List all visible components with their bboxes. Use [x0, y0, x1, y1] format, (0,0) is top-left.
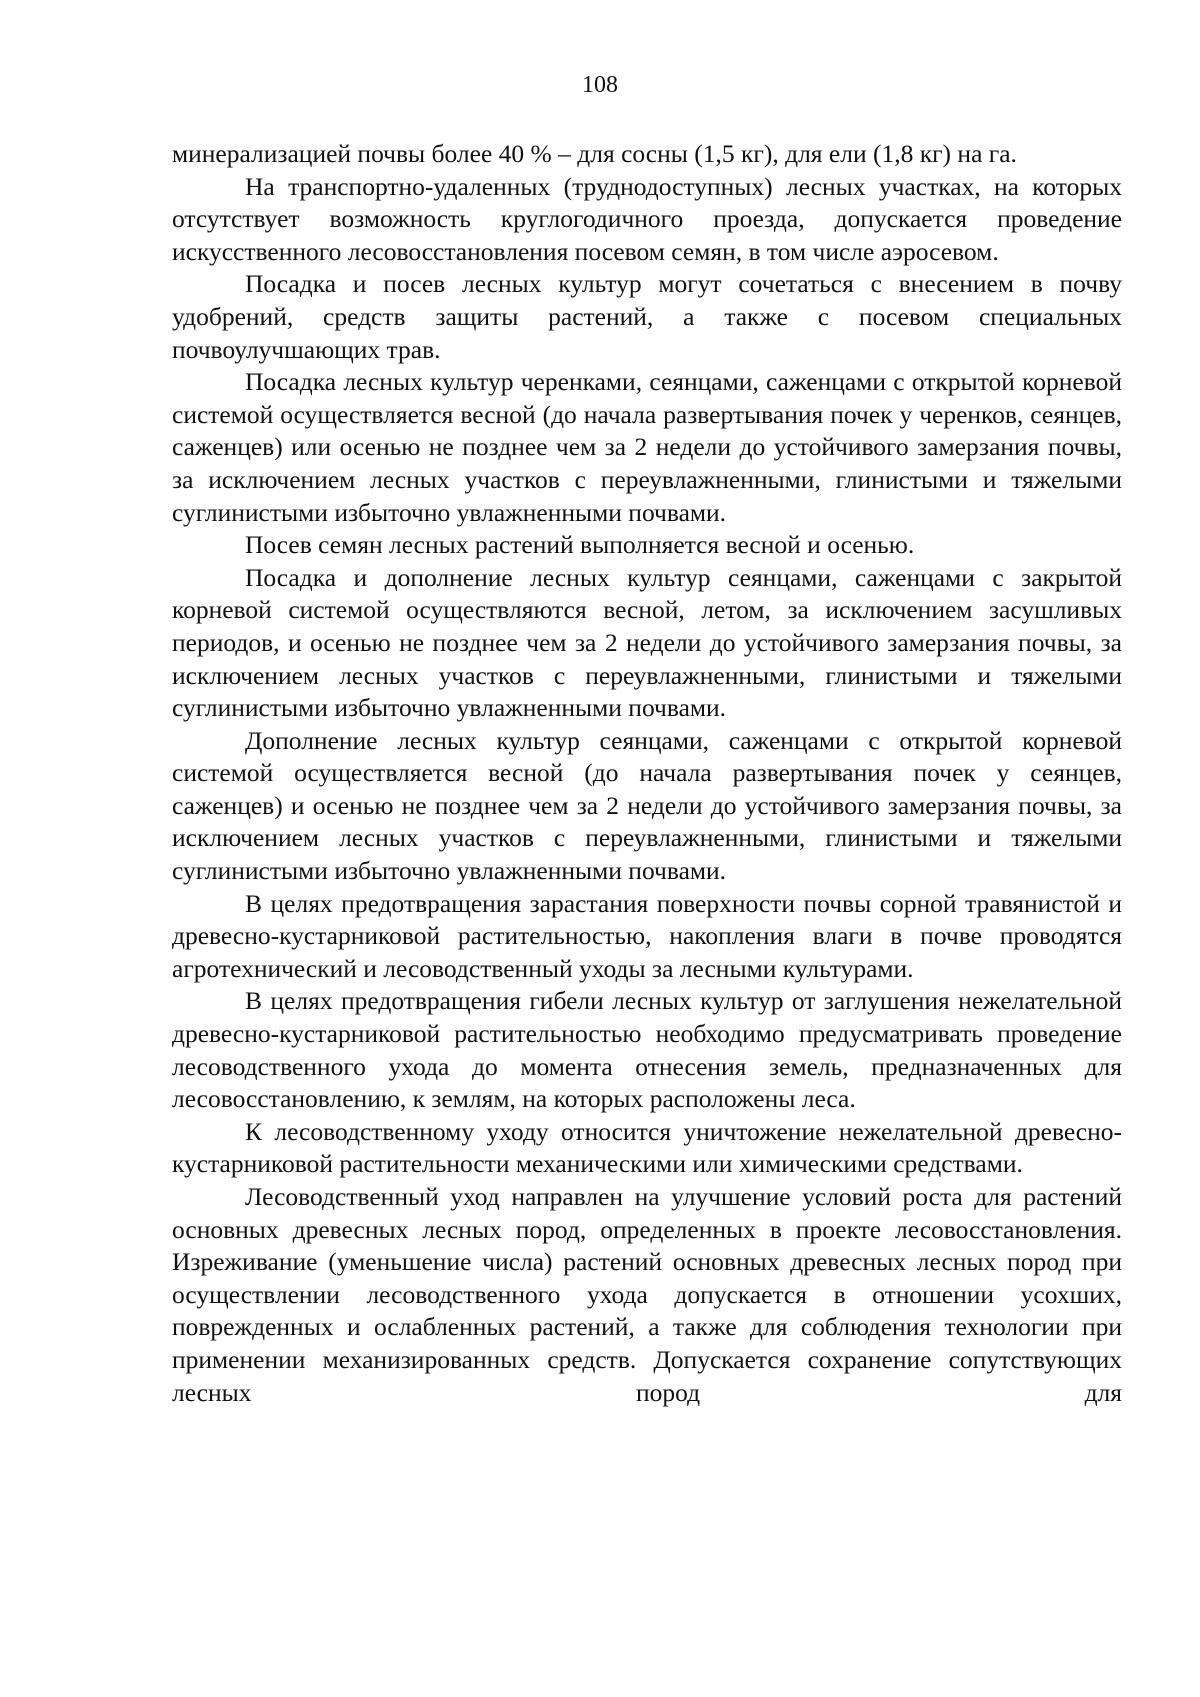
paragraph-remote-sites: На транспортно-удаленных (труднодоступных) лесных участках, на которых отсутствует возможность круглогодичного проезда, допускается проведение искусственного лесовосстановления посевом семян, в том числе аэросевом.: [172, 171, 1122, 266]
document-body: [172, 138, 1122, 1409]
paragraph-open-root-planting: Посадка лесных культур черенками, сеянцами, саженцами с открытой корневой системой осуществляется весной (до начала развертывания почек у черенков, сеянцев, саженцев) или осенью не позднее чем за 2 недели до устойчивого замерзания почвы, за исключением лесных участков с переувлажненными, глинистыми и тяжелыми суглинистыми избыточно увлажненными почвами.: [172, 367, 1122, 527]
paragraph-continuation: минерализацией почвы более 40 % – для сосны (1,5 кг), для ели (1,8 кг) на га.: [172, 139, 1017, 168]
paragraph-care-goals: Лесоводственный уход направлен на улучшение условий роста для растений основных древесных лесных пород, определенных в проекте лесовосстановления. Изреживание (уменьшение числа) растений основных древесных лесных пород при осуществлении лесоводственного ухода допускается в отношении усохших, поврежденных и ослабленных растений, а также для соблюдения технологии при применении механизированных средств. Допускается сохранение сопутствующих лесных пород для: [172, 1182, 1122, 1407]
paragraph-care-purpose: В целях предотвращения зарастания поверхности почвы сорной травянистой и древесно-кустарниковой растительностью, накопления влаги в почве проводятся агротехнический и лесоводственный уходы за лесными культурами.: [172, 888, 1122, 983]
page-number: 108: [582, 72, 618, 98]
paragraph-fertilizers: Посадка и посев лесных культур могут сочетаться с внесением в почву удобрений, средств защиты растений, а также с посевом специальных почвоулучшающих трав.: [172, 269, 1122, 364]
paragraph-open-root-supplement: Дополнение лесных культур сеянцами, саженцами с открытой корневой системой осуществляется весной (до начала развертывания почек у сеянцев, саженцев) и осенью не позднее чем за 2 недели до устойчивого замерзания почвы, за исключением лесных участков с переувлажненными, глинистыми и тяжелыми суглинистыми избыточно увлажненными почвами.: [172, 725, 1122, 886]
paragraph-closed-root-planting: Посадка и дополнение лесных культур сеянцами, саженцами с закрытой корневой системой осуществляются весной, летом, за исключением засушливых периодов, и осенью не позднее чем за 2 недели до устойчивого замерзания почвы, за исключением лесных участков с переувлажненными, глинистыми и тяжелыми суглинистыми избыточно увлажненными почвами.: [172, 562, 1122, 723]
paragraph-care-timing: В целях предотвращения гибели лесных культур от заглушения нежелательной древесно-кустарниковой растительностью необходимо предусматривать проведение лесоводственного ухода до момента отнесения земель, предназначенных для лесовосстановлению, к землям, на которых расположены леса.: [172, 986, 1122, 1114]
paragraph-care-methods: К лесоводственному уходу относится уничтожение нежелательной древесно-кустарниковой растительности механическими или химическими средствами.: [172, 1116, 1122, 1179]
paragraph-seed-sowing: Посев семян лесных растений выполняется весной и осенью.: [245, 530, 915, 560]
